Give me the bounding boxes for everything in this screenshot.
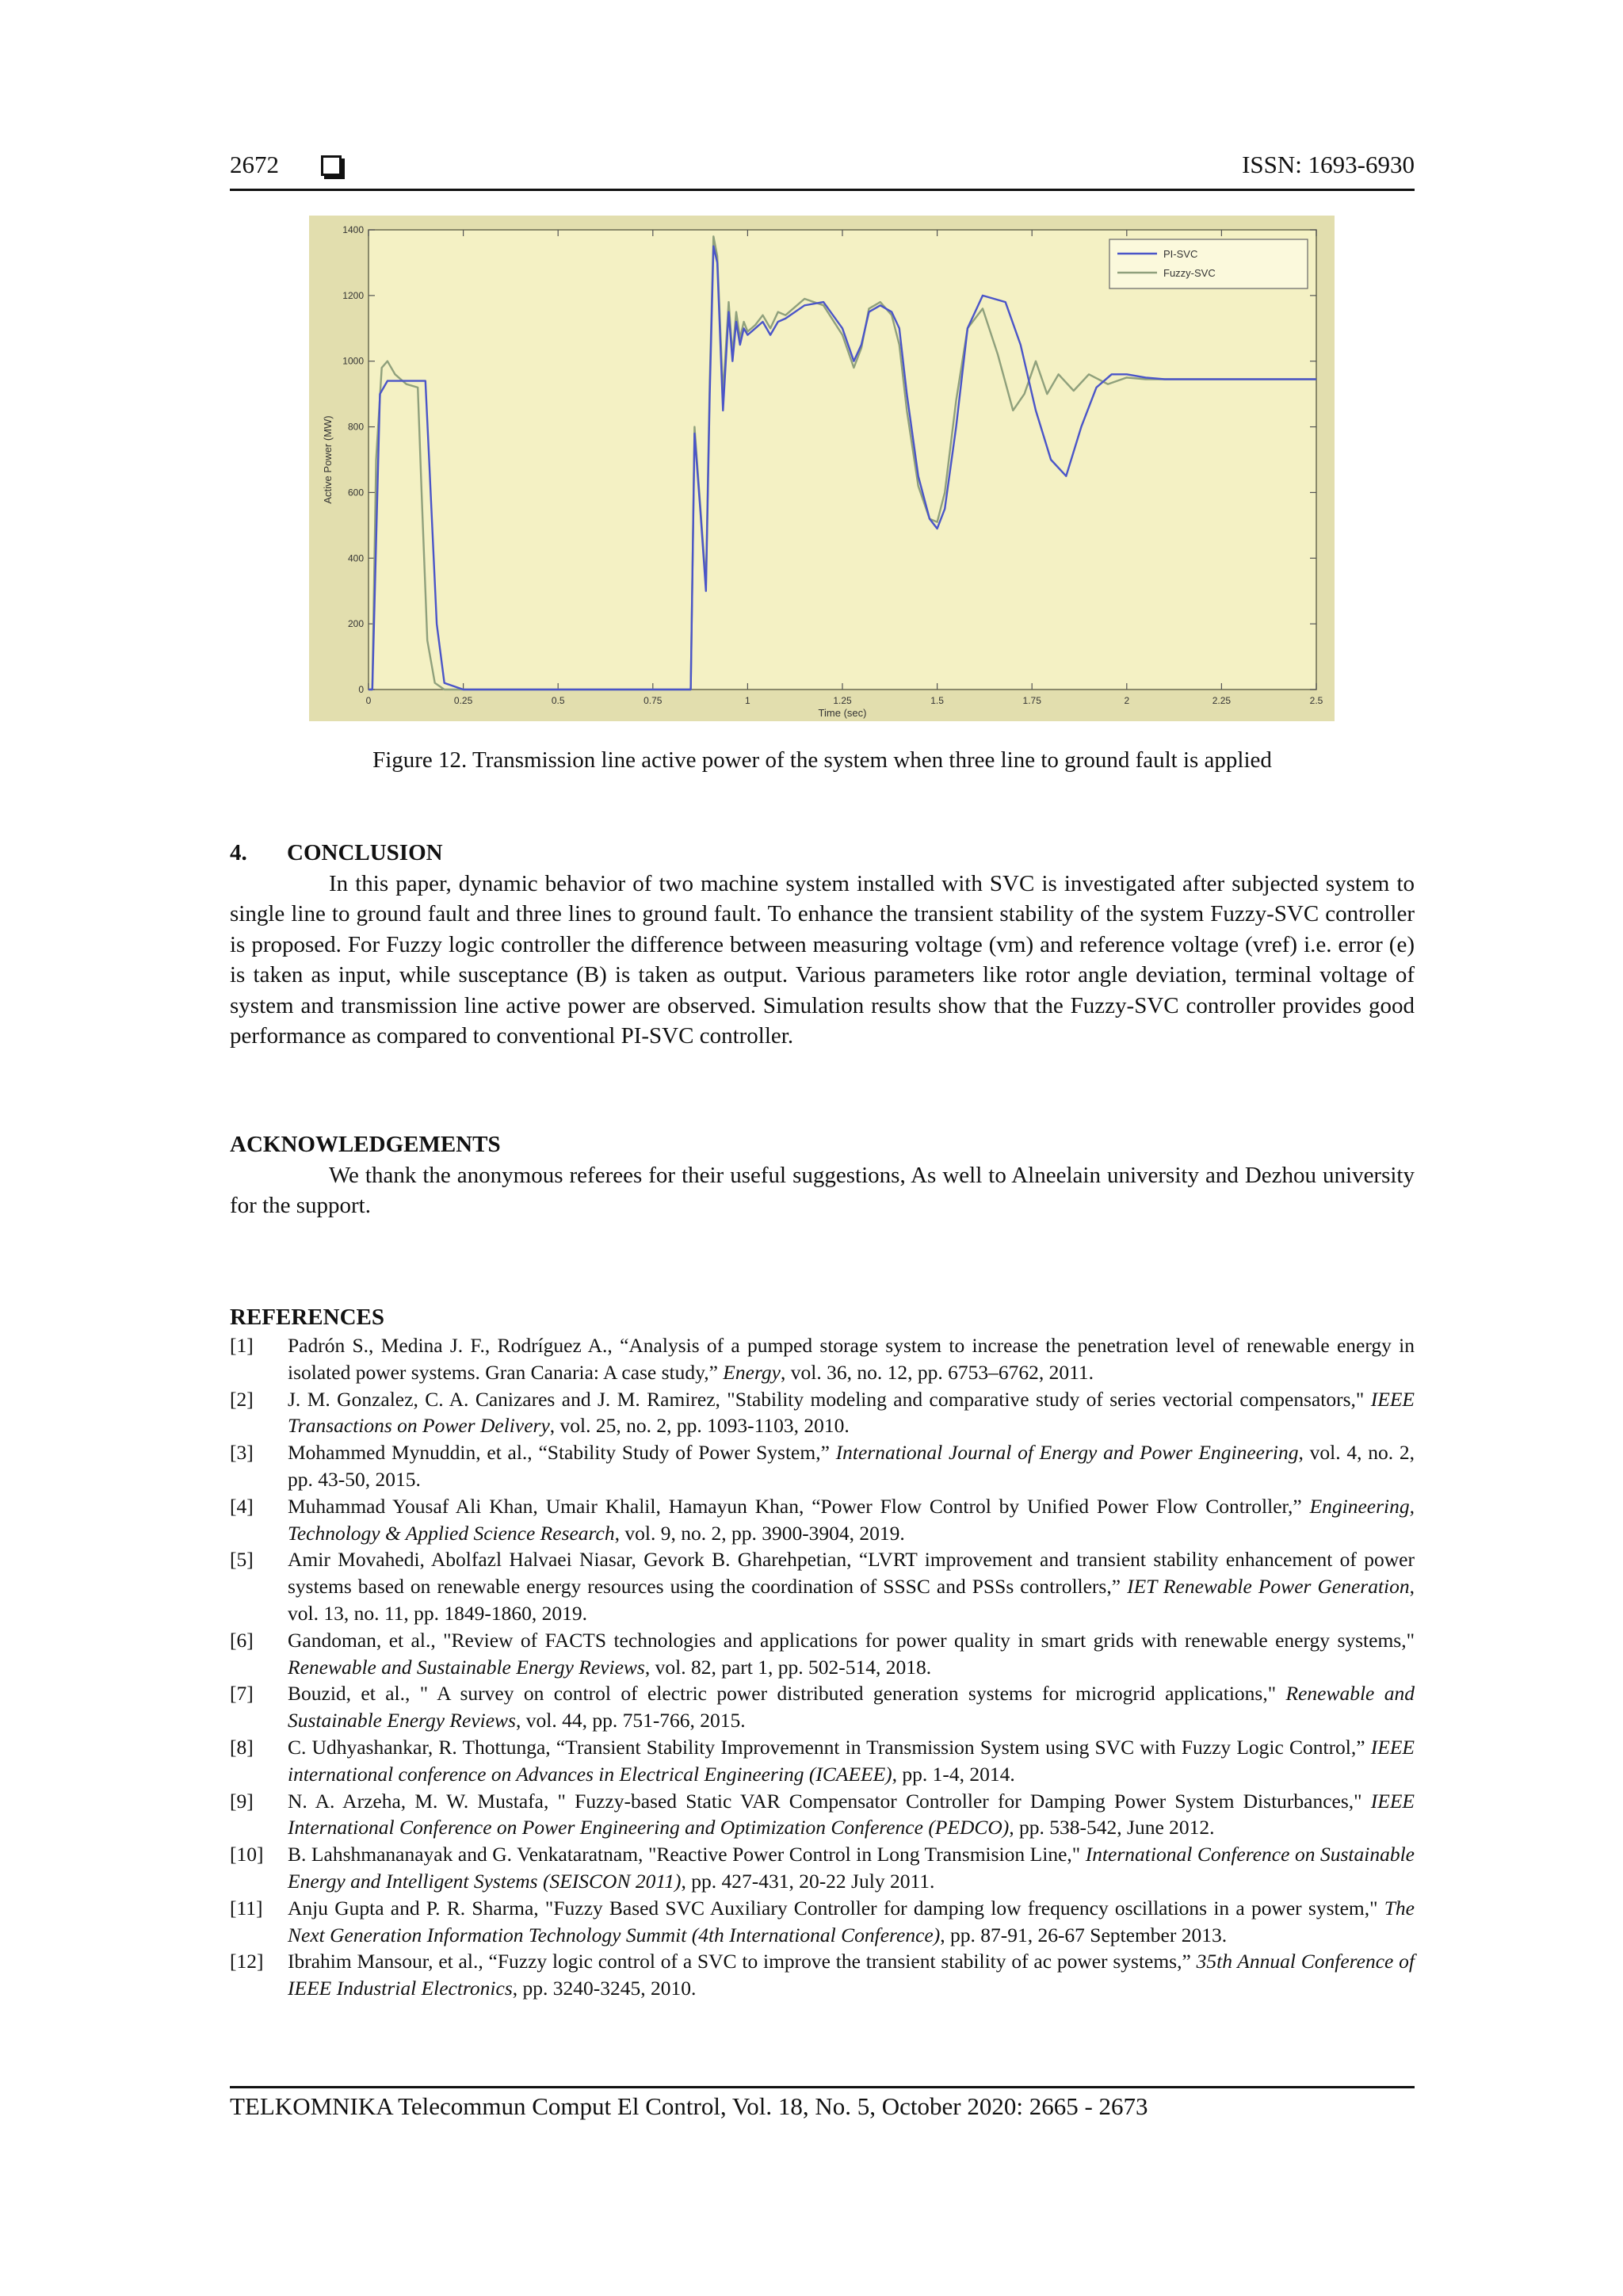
- figure-12: [309, 216, 1335, 721]
- reference-item: [230, 1439, 1415, 1493]
- reference-venue: Energy: [723, 1360, 781, 1384]
- reference-authors-title: Muhammad Yousaf Ali Khan, Umair Khalil, Hamayun Khan, “Power Flow Control by Unified Power Flow Controller,”: [288, 1494, 1310, 1518]
- reference-details: , vol. 4, no. 2, pp. 43-50, 2015.: [288, 1441, 1415, 1491]
- reference-authors-title: N. A. Arzeha, M. W. Mustafa, " Fuzzy-based Static VAR Compensator Controller for Damping Power System Disturbances,": [288, 1789, 1371, 1813]
- reference-authors-title: Anju Gupta and P. R. Sharma, "Fuzzy Based SVC Auxiliary Controller for damping low frequency oscillations in a power system,": [288, 1896, 1384, 1920]
- y-tick-label: 1000: [342, 355, 364, 367]
- x-tick-label: 2.25: [1212, 695, 1232, 706]
- y-tick-label: 0: [358, 684, 364, 695]
- reference-item: [230, 1493, 1415, 1547]
- reference-item: [230, 1386, 1415, 1440]
- reference-index: [2]: [230, 1387, 254, 1411]
- reference-index: [9]: [230, 1789, 254, 1813]
- reference-text: [288, 1386, 1415, 1440]
- reference-details: pp. 538-542, June 2012.: [1014, 1816, 1215, 1839]
- checkbox-square-icon: [321, 155, 342, 176]
- reference-text: [288, 1895, 1415, 1949]
- reference-details: , vol. 36, no. 12, pp. 6753–6762, 2011.: [781, 1360, 1094, 1384]
- x-tick-label: 2: [1124, 695, 1130, 706]
- reference-authors-title: Ibrahim Mansour, et al., “Fuzzy logic control of a SVC to improve the transient stability of ac power systems,”: [288, 1950, 1197, 1973]
- reference-details: , pp. 3240-3245, 2010.: [512, 1977, 697, 2000]
- reference-authors-title: B. Lahshmananayak and G. Venkataratnam, "Reactive Power Control in Long Transmision Line,": [288, 1843, 1086, 1866]
- reference-index: [6]: [230, 1628, 254, 1652]
- reference-venue: IEEE Transactions on Power Delivery: [288, 1387, 1415, 1438]
- reference-venue: International Conference on Sustainable Energy and Intelligent Systems (SEISCON 2011): [288, 1843, 1415, 1893]
- y-tick-label: 200: [347, 618, 364, 630]
- reference-index: [1]: [230, 1334, 254, 1357]
- section-number: 4.: [230, 840, 247, 865]
- reference-details: , pp. 427-431, 20-22 July 2011.: [681, 1869, 935, 1893]
- y-tick-label: 400: [347, 552, 364, 564]
- reference-venue: Engineering, Technology & Applied Science Research: [288, 1494, 1415, 1545]
- legend-label: PI-SVC: [1163, 248, 1198, 260]
- reference-list: [230, 1332, 1415, 2002]
- reference-authors-title: Bouzid, et al., " A survey on control of electric power distributed generation systems for microgrid applications,": [288, 1682, 1286, 1706]
- header-rule: [230, 189, 1415, 191]
- reference-text: [288, 1948, 1415, 2002]
- plot-area: [369, 230, 1316, 690]
- reference-index: [3]: [230, 1441, 254, 1465]
- y-tick-label: 800: [347, 421, 364, 433]
- reference-text: [288, 1439, 1415, 1493]
- reference-text: [288, 1734, 1415, 1788]
- reference-index: [4]: [230, 1494, 254, 1518]
- reference-details: , vol. 13, no. 11, pp. 1849-1860, 2019.: [288, 1575, 1415, 1625]
- reference-index: [12]: [230, 1950, 264, 1973]
- references-section: [230, 1304, 1415, 2002]
- x-tick-label: 1.75: [1022, 695, 1041, 706]
- y-tick-label: 1400: [342, 224, 364, 235]
- figure-caption: Figure 12. Transmission line active power of the system when three line to ground fault is applied: [372, 747, 1272, 773]
- reference-details: , vol. 25, no. 2, pp. 1093-1103, 2010.: [549, 1414, 850, 1438]
- reference-details: , pp. 87-91, 26-67 September 2013.: [940, 1923, 1228, 1946]
- reference-index: [5]: [230, 1548, 254, 1572]
- reference-item: [230, 1627, 1415, 1681]
- reference-item: [230, 1332, 1415, 1386]
- acknowledgements-heading: ACKNOWLEDGEMENTS: [230, 1132, 501, 1157]
- x-axis-label: Time (sec): [818, 707, 867, 719]
- x-tick-label: 0.25: [453, 695, 473, 706]
- page-number: 2672: [230, 151, 279, 178]
- reference-text: [288, 1627, 1415, 1681]
- reference-authors-title: C. Udhyashankar, R. Thottunga, “Transient Stability Improvemennt in Transmission System using SVC with Fuzzy Logic Control,”: [288, 1735, 1371, 1759]
- y-tick-label: 600: [347, 487, 364, 499]
- x-tick-label: 0: [365, 695, 372, 706]
- reference-item: [230, 1788, 1415, 1842]
- reference-details: , vol. 82, part 1, pp. 502-514, 2018.: [644, 1655, 932, 1679]
- reference-text: [288, 1680, 1415, 1734]
- x-tick-label: 1.25: [833, 695, 852, 706]
- reference-item: [230, 1841, 1415, 1895]
- page-header: [230, 151, 1415, 185]
- footer-rule: [230, 2086, 1415, 2088]
- reference-details: , vol. 44, pp. 751-766, 2015.: [515, 1709, 746, 1733]
- reference-details: pp. 1-4, 2014.: [897, 1762, 1015, 1786]
- active-power-chart: [309, 216, 1335, 721]
- y-axis-label: Active Power (MW): [322, 415, 334, 504]
- reference-index: [10]: [230, 1843, 264, 1866]
- reference-authors-title: Amir Movahedi, Abolfazl Halvaei Niasar, Gevork B. Gharehpetian, “LVRT improvement and transient stability enhancement of power systems based on renewable energy resources using the coordination of SSSC and PSSs controllers,”: [288, 1548, 1415, 1599]
- reference-venue: Renewable and Sustainable Energy Reviews: [288, 1682, 1415, 1733]
- reference-item: [230, 1680, 1415, 1734]
- y-tick-label: 1200: [342, 289, 364, 301]
- reference-index: [7]: [230, 1682, 254, 1706]
- x-tick-label: 1.5: [930, 695, 944, 706]
- reference-venue: IEEE International Conference on Power Engineering and Optimization Conference (PEDCO),: [288, 1789, 1415, 1839]
- issn-label: ISSN: 1693-6930: [1242, 151, 1415, 178]
- reference-text: [288, 1841, 1415, 1895]
- reference-item: [230, 1734, 1415, 1788]
- conclusion-heading: [230, 838, 1415, 869]
- reference-item: [230, 1895, 1415, 1949]
- page-footer: TELKOMNIKA Telecommun Comput El Control, Vol. 18, No. 5, October 2020: 2665 - 2673: [230, 2092, 1148, 2120]
- conclusion-text: In this paper, dynamic behavior of two machine system installed with SVC is investigated after subjected system to single line to ground fault and three lines to ground fault. To enhance the transient stability of the system Fuzzy-SVC controller is proposed. For Fuzzy logic controller the difference between measuring voltage (vm) and reference voltage (vref) i.e. error (e) is taken as input, while susceptance (B) is taken as output. Various parameters like rotor angle deviation, terminal voltage of system and transmission line active power are observed. Simulation results show that the Fuzzy-SVC controller provides good performance as compared to conventional PI-SVC controller.: [230, 870, 1415, 1049]
- conclusion-section: [230, 838, 1415, 1052]
- reference-text: [288, 1788, 1415, 1842]
- reference-authors-title: Mohammed Mynuddin, et al., “Stability Study of Power System,”: [288, 1441, 836, 1465]
- reference-index: [11]: [230, 1896, 263, 1920]
- reference-venue: The Next Generation Information Technology Summit (4th International Conference): [288, 1896, 1415, 1946]
- acknowledgements-text: We thank the anonymous referees for their useful suggestions, As well to Alneelain university and Dezhou university for the support.: [230, 1162, 1415, 1218]
- acknowledgements-section: [230, 1129, 1415, 1221]
- x-tick-label: 0.75: [643, 695, 663, 706]
- reference-authors-title: J. M. Gonzalez, C. A. Canizares and J. M. Ramirez, "Stability modeling and comparative study of series vectorial compensators,": [288, 1387, 1371, 1411]
- x-tick-label: 0.5: [551, 695, 565, 706]
- reference-text: [288, 1332, 1415, 1386]
- reference-venue: IET Renewable Power Generation: [1127, 1575, 1410, 1599]
- reference-text: [288, 1546, 1415, 1626]
- reference-details: , vol. 9, no. 2, pp. 3900-3904, 2019.: [614, 1521, 905, 1545]
- reference-index: [8]: [230, 1735, 254, 1759]
- reference-authors-title: Gandoman, et al., "Review of FACTS technologies and applications for power quality in smart grids with renewable energy systems,": [288, 1628, 1415, 1652]
- x-tick-label: 1: [745, 695, 750, 706]
- x-tick-label: 2.5: [1309, 695, 1323, 706]
- reference-venue: 35th Annual Conference of IEEE Industrial Electronics: [288, 1950, 1415, 2000]
- reference-text: [288, 1493, 1415, 1547]
- legend-box: [1109, 239, 1308, 288]
- legend-label: Fuzzy-SVC: [1163, 267, 1216, 279]
- reference-item: [230, 1546, 1415, 1626]
- reference-authors-title: Padrón S., Medina J. F., Rodríguez A., “Analysis of a pumped storage system to increase the penetration level of renewable energy in isolated power systems. Gran Canaria: A case study,”: [288, 1334, 1415, 1384]
- reference-venue: IEEE international conference on Advances in Electrical Engineering (ICAEEE),: [288, 1735, 1415, 1786]
- section-title: CONCLUSION: [287, 840, 443, 865]
- reference-venue: International Journal of Energy and Power Engineering: [835, 1441, 1299, 1465]
- reference-item: [230, 1948, 1415, 2002]
- reference-venue: Renewable and Sustainable Energy Reviews: [288, 1655, 645, 1679]
- references-heading: REFERENCES: [230, 1305, 384, 1330]
